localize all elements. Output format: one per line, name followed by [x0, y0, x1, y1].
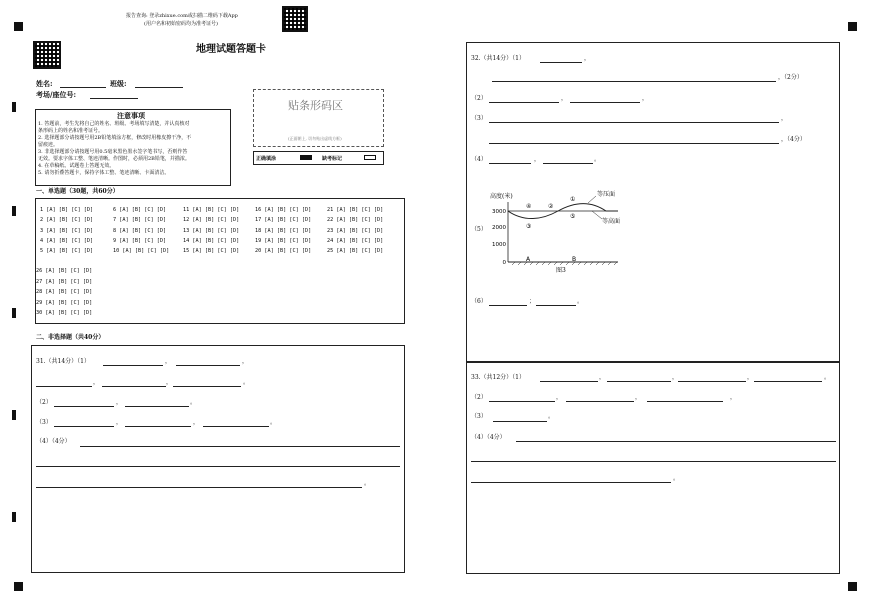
- q31-part4-label: （4）（4分）: [36, 438, 71, 445]
- page-title: 地理试题答题卡: [196, 44, 266, 55]
- q31-1-blank-e[interactable]: [173, 386, 241, 387]
- correct-fill-sample: [300, 155, 312, 160]
- q32-comma: ，: [781, 115, 788, 122]
- q33-period: 。: [673, 475, 680, 482]
- ytick-2000: 2000: [492, 225, 506, 231]
- q33-2-blank-a[interactable]: [489, 401, 555, 402]
- q31-4-line-2[interactable]: [36, 466, 400, 467]
- notes-line: 条形码上的姓名和准考证号。: [38, 128, 104, 134]
- q31-comma: ，: [116, 419, 123, 426]
- mcq-item-25[interactable]: 25 [A] [B] [C] [D]: [327, 248, 384, 254]
- point-1: ①: [570, 196, 576, 203]
- fill-sample-box: [253, 151, 384, 165]
- q31-period: 。: [190, 399, 197, 406]
- q32-6-blank-b[interactable]: [536, 305, 576, 306]
- correct-fill-label: 正确填涂: [256, 156, 277, 162]
- point-A: A: [526, 256, 531, 263]
- figure-caption: 图3: [556, 267, 566, 274]
- q32-3-points: ，（4分）: [781, 136, 806, 143]
- q31-comma: ，: [242, 358, 249, 365]
- mcq-item-23[interactable]: 23 [A] [B] [C] [D]: [327, 228, 384, 234]
- q32-4-blank-a[interactable]: [489, 163, 531, 164]
- corner-mark-top-left: [14, 22, 23, 31]
- q31-box: [31, 345, 405, 573]
- q32-part4-label: （4）: [471, 156, 487, 163]
- isobar-leader: [588, 196, 596, 203]
- q32-comma: ，: [534, 156, 541, 163]
- q33-label: 33.（共12分）（1）: [471, 374, 525, 381]
- q32-comma: ，: [642, 95, 649, 102]
- q31-1-blank-d[interactable]: [102, 386, 166, 387]
- q32-semicolon: ；: [529, 298, 536, 305]
- mcq-item-5[interactable]: 5 [A] [B] [C] [D]: [40, 248, 94, 254]
- q31-part3-label: （3）: [36, 419, 52, 426]
- q31-comma: ，: [165, 358, 172, 365]
- notes-line: 2. 选择题部分请按题号用2B铅笔填涂方框，修改时用橡皮擦干净，不: [38, 135, 192, 141]
- class-field[interactable]: [135, 87, 183, 88]
- ytick-1000: 1000: [492, 242, 506, 248]
- q33-comma: ，: [556, 394, 563, 401]
- mcq-item-13[interactable]: 13 [A] [B] [C] [D]: [183, 228, 240, 234]
- q33-4-line-1[interactable]: [516, 441, 836, 442]
- q33-part2-label: （2）: [471, 394, 487, 401]
- q32-2-blank-b[interactable]: [570, 102, 640, 103]
- q32-period: 。: [577, 298, 584, 305]
- q31-comma: ，: [193, 419, 200, 426]
- timing-mark: [12, 512, 16, 522]
- barcode-hint: (正面朝上, 切勿贴出虚线方框): [288, 136, 342, 141]
- notes-title: 注意事项: [117, 111, 145, 120]
- q32-4-blank-b[interactable]: [543, 163, 593, 164]
- notes-line: 留痕迹。: [38, 142, 59, 148]
- corner-mark-top-right: [848, 22, 857, 31]
- mcq-item-21[interactable]: 21 [A] [B] [C] [D]: [327, 207, 384, 213]
- q33-2-blank-c[interactable]: [647, 401, 723, 402]
- q33-4-line-3[interactable]: [471, 482, 671, 483]
- point-2: ②: [548, 203, 554, 210]
- room-seat-label: 考场/座位号:: [36, 90, 77, 99]
- figure-3-isobar-diagram: [484, 186, 634, 276]
- q31-period: 。: [270, 419, 277, 426]
- q33-4-line-2[interactable]: [471, 461, 836, 462]
- class-label: 班级:: [110, 79, 127, 88]
- mcq-item-2[interactable]: 2 [A] [B] [C] [D]: [40, 217, 94, 223]
- q31-comma: ，: [93, 379, 100, 386]
- q32-1-points: ，（2分）: [778, 74, 803, 81]
- q31-part2-label: （2）: [36, 399, 52, 406]
- q31-1-blank-a[interactable]: [103, 365, 163, 366]
- point-5: ⑤: [570, 213, 576, 220]
- timing-mark: [12, 102, 16, 112]
- name-label: 姓名:: [36, 79, 53, 88]
- q32-label: 32.（共14分）（1）: [471, 55, 525, 62]
- mcq-item-8[interactable]: 8 [A] [B] [C] [D]: [113, 228, 167, 234]
- q32-part5-label: （5）: [471, 226, 487, 233]
- room-seat-field[interactable]: [90, 98, 138, 99]
- q33-part4-label: （4）（4分）: [471, 434, 506, 441]
- q33-comma: ，: [730, 394, 737, 401]
- isoheight-label: 等高面: [602, 218, 621, 225]
- q31-period: 。: [364, 480, 371, 487]
- q32-1-line[interactable]: [492, 81, 776, 82]
- notes-line: 1. 答题前，考生先将自己的姓名、班级、考场填写清楚，并认真核对: [38, 121, 190, 127]
- q33-1-blank-b[interactable]: [607, 381, 671, 382]
- isobar-label: 等压面: [597, 191, 616, 198]
- name-field[interactable]: [60, 87, 106, 88]
- q32-period: 。: [594, 156, 601, 163]
- figure-ylabel: 高度(米): [490, 193, 513, 200]
- mcq-item-7[interactable]: 7 [A] [B] [C] [D]: [113, 217, 167, 223]
- absent-mark-box[interactable]: [364, 155, 376, 160]
- mcq-item-11[interactable]: 11 [A] [B] [C] [D]: [183, 207, 240, 213]
- section2-title: 二、非选择题（共40分）: [36, 334, 105, 341]
- q32-part6-label: （6）: [471, 298, 487, 305]
- notes-line: 4. 在草稿纸、试题卷上答题无效。: [38, 163, 115, 169]
- q32-comma: ，: [584, 55, 591, 62]
- q33-2-blank-b[interactable]: [566, 401, 634, 402]
- mcq-item-20[interactable]: 20 [A] [B] [C] [D]: [255, 248, 312, 254]
- q31-comma: ，: [116, 399, 123, 406]
- q31-4-line-3[interactable]: [36, 487, 362, 488]
- timing-mark: [12, 308, 16, 318]
- q33-1-blank-c[interactable]: [678, 381, 746, 382]
- absent-label: 缺考标记: [322, 156, 343, 162]
- q31-1-blank-b[interactable]: [176, 365, 240, 366]
- q31-3-blank-b[interactable]: [125, 426, 191, 427]
- q31-4-line-1[interactable]: [80, 446, 400, 447]
- q31-1-blank-c[interactable]: [36, 386, 92, 387]
- student-qr-code: [33, 41, 61, 69]
- ytick-0: 0: [502, 260, 506, 266]
- q33-comma: ，: [672, 374, 679, 381]
- mcq-item-26[interactable]: 26 [A] [B] [C] [D]: [36, 268, 93, 274]
- q31-period: 。: [243, 379, 250, 386]
- q33-comma: ，: [635, 394, 642, 401]
- mcq-item-30[interactable]: 30 [A] [B] [C] [D]: [36, 310, 93, 316]
- q31-2-blank-b[interactable]: [125, 406, 189, 407]
- timing-mark: [12, 206, 16, 216]
- q33-period: 。: [548, 413, 555, 420]
- mcq-item-3[interactable]: 3 [A] [B] [C] [D]: [40, 228, 94, 234]
- app-qr-code: [282, 6, 308, 32]
- mcq-item-16[interactable]: 16 [A] [B] [C] [D]: [255, 207, 312, 213]
- q32-3-line-1[interactable]: [489, 122, 779, 123]
- section1-title: 一、单选题（30题，共60分）: [36, 188, 119, 195]
- mcq-item-19[interactable]: 19 [A] [B] [C] [D]: [255, 238, 312, 244]
- point-B: B: [572, 256, 577, 263]
- q32-2-blank-a[interactable]: [489, 102, 559, 103]
- q31-label: 31.（共14分）（1）: [36, 358, 90, 365]
- ytick-3000: 3000: [492, 209, 506, 215]
- mcq-item-28[interactable]: 28 [A] [B] [C] [D]: [36, 289, 93, 295]
- mcq-item-29[interactable]: 29 [A] [B] [C] [D]: [36, 300, 93, 306]
- mcq-item-9[interactable]: 9 [A] [B] [C] [D]: [113, 238, 167, 244]
- corner-mark-bottom-right: [848, 582, 857, 591]
- q32-3-line-2[interactable]: [489, 143, 779, 144]
- mcq-item-24[interactable]: 24 [A] [B] [C] [D]: [327, 238, 384, 244]
- q32-1-blank-a[interactable]: [540, 62, 582, 63]
- mcq-item-14[interactable]: 14 [A] [B] [C] [D]: [183, 238, 240, 244]
- report-notice-line1: 报告查询: 登录zhixue.com或扫描二维码下载App: [126, 13, 238, 19]
- mcq-item-17[interactable]: 17 [A] [B] [C] [D]: [255, 217, 312, 223]
- q32-part2-label: （2）: [471, 95, 487, 102]
- barcode-title: 贴条形码区: [288, 99, 343, 112]
- q33-comma: ，: [747, 374, 754, 381]
- isoheight-leader: [592, 211, 602, 219]
- mcq-item-22[interactable]: 22 [A] [B] [C] [D]: [327, 217, 384, 223]
- notes-line: 5. 请勿折叠答题卡，保持字体工整、笔迹清晰、卡面清洁。: [38, 170, 170, 176]
- mcq-item-6[interactable]: 6 [A] [B] [C] [D]: [113, 207, 167, 213]
- q33-part3-label: （3）: [471, 413, 487, 420]
- q33-period: 。: [824, 374, 831, 381]
- mcq-item-18[interactable]: 18 [A] [B] [C] [D]: [255, 228, 312, 234]
- point-3: ③: [526, 223, 532, 230]
- q33-3-blank-a[interactable]: [493, 421, 547, 422]
- q33-comma: ，: [599, 374, 606, 381]
- mcq-item-10[interactable]: 10 [A] [B] [C] [D]: [113, 248, 170, 254]
- timing-mark: [12, 410, 16, 420]
- q33-1-blank-a[interactable]: [540, 381, 598, 382]
- mcq-item-27[interactable]: 27 [A] [B] [C] [D]: [36, 279, 93, 285]
- q31-3-blank-c[interactable]: [203, 426, 269, 427]
- barcode-area[interactable]: [253, 89, 384, 147]
- point-4: ④: [526, 203, 532, 210]
- notes-line: 无效。要求字体工整、笔迹清晰。作图时，必须用2B铅笔，并描浓。: [38, 156, 190, 162]
- mcq-item-12[interactable]: 12 [A] [B] [C] [D]: [183, 217, 240, 223]
- notes-box: [35, 109, 231, 186]
- q33-box: [466, 362, 840, 574]
- mcq-item-15[interactable]: 15 [A] [B] [C] [D]: [183, 248, 240, 254]
- q32-comma: ，: [561, 95, 568, 102]
- mcq-item-4[interactable]: 4 [A] [B] [C] [D]: [40, 238, 94, 244]
- corner-mark-bottom-left: [14, 582, 23, 591]
- q32-6-blank-a[interactable]: [489, 305, 527, 306]
- notes-line: 3. 非选择题部分请按题号用0.5毫米黑色墨水签字笔书写，否则作答: [38, 149, 188, 155]
- q33-1-blank-d[interactable]: [754, 381, 822, 382]
- q32-part3-label: （3）: [471, 115, 487, 122]
- q31-comma: ，: [166, 379, 173, 386]
- q31-3-blank-a[interactable]: [54, 426, 114, 427]
- mcq-item-1[interactable]: 1 [A] [B] [C] [D]: [40, 207, 94, 213]
- report-notice-line2: (用户名和初始密码均为准考证号): [144, 21, 218, 27]
- q31-2-blank-a[interactable]: [54, 406, 114, 407]
